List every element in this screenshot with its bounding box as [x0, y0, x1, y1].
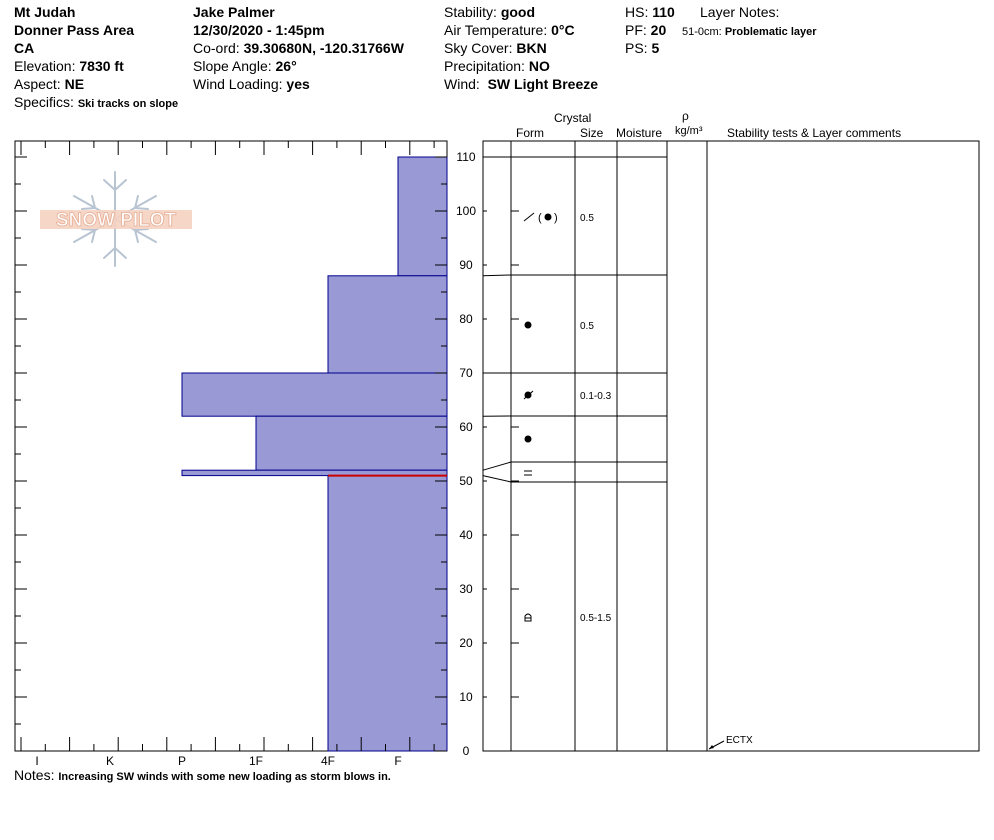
- depth-tick-label: 70: [459, 366, 473, 380]
- depth-tick-label: 0: [462, 744, 470, 758]
- crystal-form-symbol: [524, 471, 532, 475]
- form-header: Form: [516, 126, 544, 140]
- layer-note: 51-0cm: Problematic layer: [682, 26, 817, 38]
- hardness-bar: [328, 476, 447, 751]
- boundary-connector: [483, 275, 511, 276]
- density-unit: kg/m³: [675, 125, 703, 137]
- hardness-bar: [328, 276, 447, 373]
- hardness-label: 1F: [248, 754, 264, 768]
- depth-tick-label: 50: [459, 474, 473, 488]
- depth-tick-label: 110: [456, 150, 476, 164]
- penetration-ski: PS: 5: [625, 40, 660, 56]
- crystal-size: 0.1-0.3: [580, 391, 612, 402]
- depth-tick-label: 80: [459, 312, 473, 326]
- depth-tick-label: 30: [459, 582, 473, 596]
- crystal-size: 0.5-1.5: [580, 613, 612, 624]
- table-frame: [483, 141, 979, 751]
- density-symbol: ρ: [682, 109, 689, 123]
- stability: Stability: good: [444, 4, 536, 20]
- precipitation: Precipitation: NO: [444, 58, 550, 74]
- hardness-bar: [256, 416, 447, 470]
- depth-tick-label: 60: [459, 420, 473, 434]
- layer-notes-label: Layer Notes:: [700, 4, 780, 20]
- depth-tick-label: 90: [459, 258, 473, 272]
- wind: Wind: SW Light Breeze: [444, 76, 599, 92]
- snowpilot-logo: [40, 172, 192, 266]
- location-name: Mt Judah: [14, 4, 76, 20]
- area-name: Donner Pass Area: [14, 22, 135, 38]
- round-dot: [525, 436, 532, 443]
- penetration-foot: PF: 20: [625, 22, 667, 38]
- paren-open: (: [538, 212, 542, 224]
- size-header: Size: [580, 126, 604, 140]
- crystal-form-symbol: [524, 212, 558, 224]
- moisture-header: Moisture: [616, 126, 663, 140]
- logo-text: SNOW PILOT: [55, 210, 177, 231]
- air-temperature: Air Temperature: 0°C: [444, 22, 575, 38]
- hardness-profile: [15, 141, 447, 768]
- round-dot: [545, 214, 552, 221]
- stability-test-label: ECTX: [726, 735, 753, 746]
- specifics: Specifics: Ski tracks on slope: [14, 94, 179, 110]
- paren-close: ): [554, 212, 558, 224]
- comments-header: Stability tests & Layer comments: [727, 126, 902, 140]
- crystal-size: 0.5: [580, 213, 594, 224]
- crystal-form-symbol: [525, 614, 531, 621]
- crystal-form-symbol: [524, 391, 533, 399]
- melt-freeze-glyph: [525, 614, 531, 621]
- hardness-bar: [182, 373, 447, 416]
- layer-table: [456, 141, 979, 758]
- wind-loading: Wind Loading: yes: [193, 76, 310, 92]
- crystal-form-symbol: [525, 322, 532, 329]
- aspect: Aspect: NE: [14, 76, 85, 92]
- depth-tick-label: 20: [459, 636, 473, 650]
- notes: Notes: Increasing SW winds with some new loading as storm blows in.: [14, 767, 391, 783]
- state-name: CA: [14, 40, 35, 56]
- hardness-bar: [398, 157, 447, 276]
- depth-tick-label: 100: [455, 204, 477, 218]
- observation-datetime: 12/30/2020 - 1:45pm: [193, 22, 325, 38]
- hardness-label: F: [394, 754, 402, 768]
- hardness-label: K: [105, 754, 115, 768]
- crystal-size: 0.5: [580, 321, 594, 332]
- crystal-form-symbol: [525, 436, 532, 443]
- observer-name: Jake Palmer: [193, 4, 275, 20]
- boundary-connector: [483, 476, 511, 482]
- stability-test-arrow: [709, 745, 714, 749]
- crystal-header: Crystal: [554, 111, 592, 125]
- height-of-snow: HS: 110: [625, 4, 675, 20]
- sky-cover: Sky Cover: BKN: [444, 40, 547, 56]
- elevation: Elevation: 7830 ft: [14, 58, 124, 74]
- round-dot: [525, 322, 532, 329]
- fragment-stroke: [524, 213, 534, 221]
- coordinates: Co-ord: 39.30680N, -120.31766W: [193, 40, 404, 56]
- slope-angle: Slope Angle: 26°: [193, 58, 297, 74]
- hardness-label: P: [177, 754, 187, 768]
- depth-tick-label: 40: [459, 528, 473, 542]
- hardness-label: I: [35, 754, 39, 768]
- hardness-label: 4F: [320, 754, 336, 768]
- depth-tick-label: 10: [459, 690, 473, 704]
- boundary-connector: [483, 462, 511, 470]
